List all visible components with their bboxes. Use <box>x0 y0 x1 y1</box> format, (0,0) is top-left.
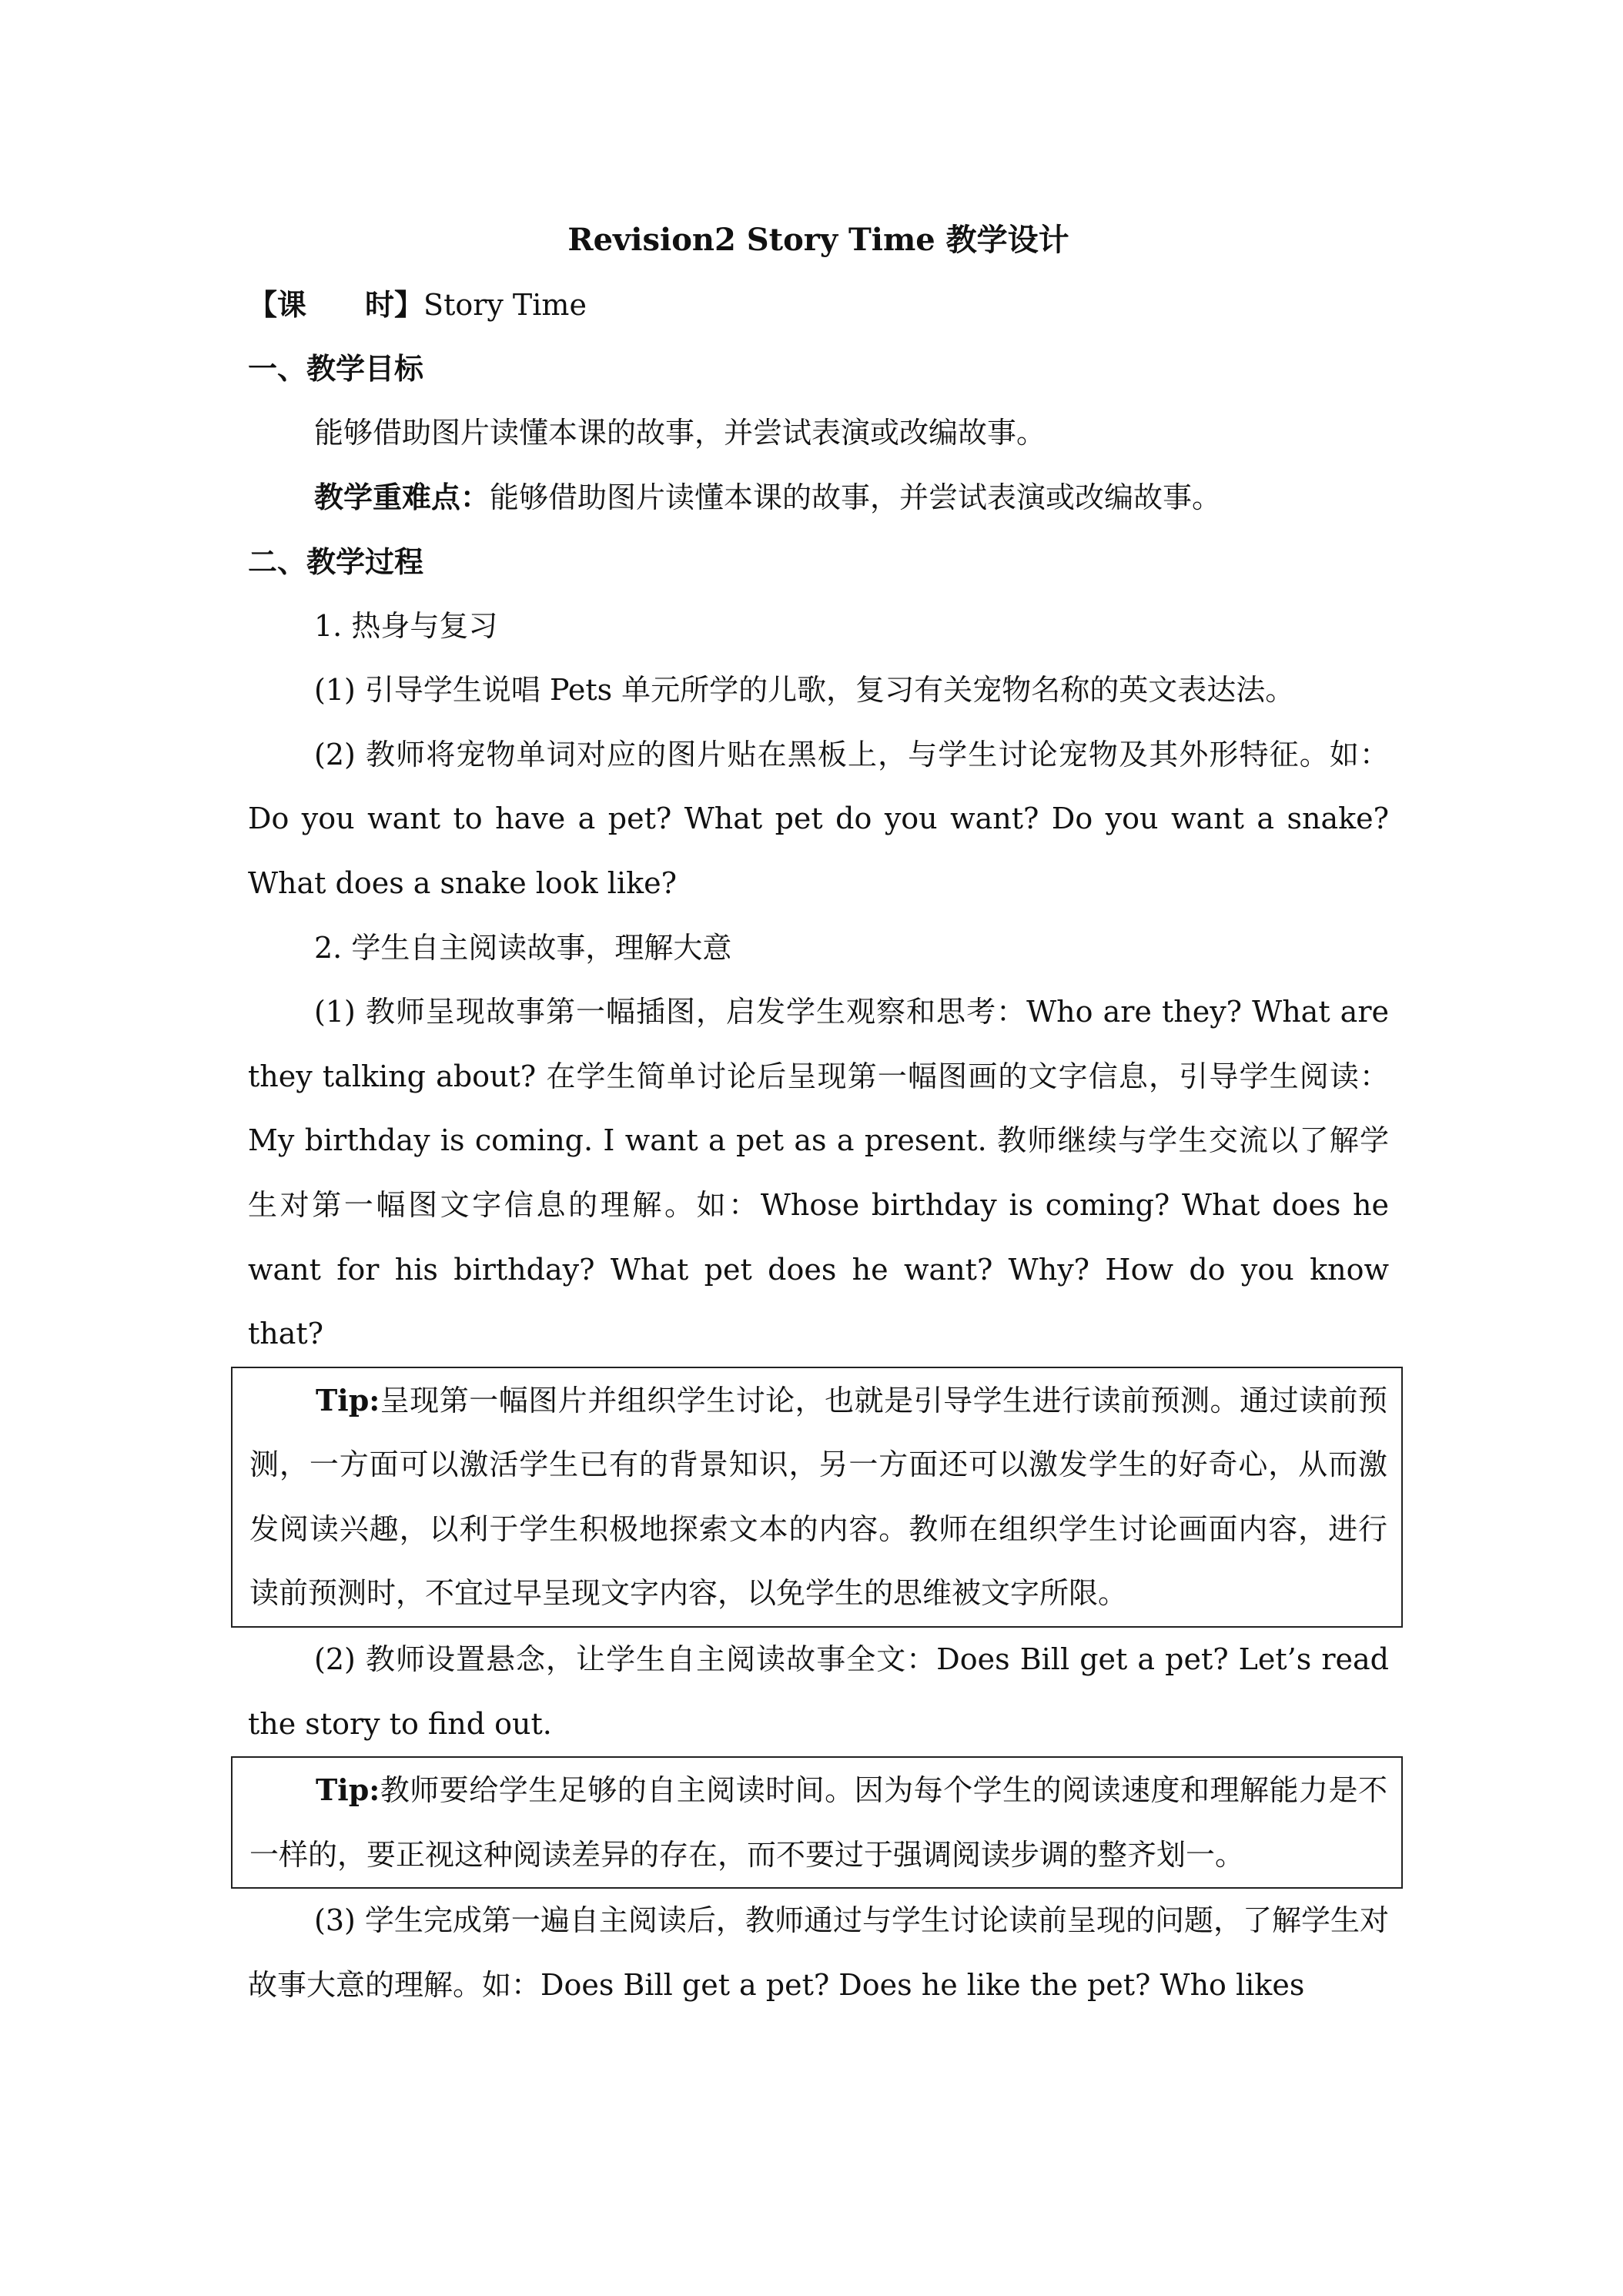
section2-heading: 二、教学过程 <box>248 544 424 579</box>
document-body <box>248 208 1389 2018</box>
tip-text: 呈现第一幅图片并组织学生讨论，也就是引导学生进行读前预测。通过读前预测，一方面可以激活学生已有的背景知识，另一方面还可以激发学生的好奇心，从而激发阅读兴趣，以利于学生积极地探索文本的内容。教师在组织学生讨论画面内容，进行读前预测时，不宜过早呈现文字内容，以免学生的思维被文字所限。 <box>249 1383 1387 1611</box>
section1-goal: 能够借助图片读懂本课的故事，并尝试表演或改编故事。 <box>314 415 1046 450</box>
tip-box-2 <box>231 1756 1403 1889</box>
step2-item2: (2) 教师设置悬念，让学生自主阅读故事全文：Does Bill get a pet? Let’s read the story to find out. <box>248 1642 1389 1741</box>
section1-heading: 一、教学目标 <box>248 351 424 387</box>
key-point-label: 教学重难点： <box>314 480 490 515</box>
document-title: Revision2 Story Time 教学设计 <box>567 222 1069 258</box>
course-label-open: 【课 <box>248 286 307 322</box>
course-value: Story Time <box>423 287 587 322</box>
step1-item2: (2) 教师将宠物单词对应的图片贴在黑板上，与学生讨论宠物及其外形特征。如：Do you want to have a pet? What pet do you want? Do you want a snake? What does a snake look like? <box>248 737 1389 900</box>
course-line <box>248 273 1389 337</box>
key-point-text: 能够借助图片读懂本课的故事，并尝试表演或改编故事。 <box>490 480 1222 515</box>
tip-label: Tip: <box>316 1772 380 1808</box>
tip-box-1 <box>231 1367 1403 1628</box>
step2-item3: (3) 学生完成第一遍自主阅读后，教师通过与学生讨论读前呈现的问题，了解学生对故事大意的理解。如：Does Bill get a pet? Does he like the pet? Who likes <box>248 1903 1389 2003</box>
tip-paragraph-1 <box>249 1368 1387 1626</box>
step2-item1: (1) 教师呈现故事第一幅插图，启发学生观察和思考：Who are they? What are they talking about? 在学生简单讨论后呈现第一幅图画的文字信息，引导学生阅读：My birthday is coming. I want a pet as a present. 教师继续与学生交流以了解学生对第一幅图文字信息的理解。如：Whose birthday is coming? What does he want for his birthday? What pet does he want? Why? How do you know that? <box>248 995 1389 1351</box>
step1-title: 1. 热身与复习 <box>314 608 498 643</box>
tip-paragraph-2 <box>249 1758 1387 1887</box>
step2-title: 2. 学生自主阅读故事，理解大意 <box>314 930 732 965</box>
step1-item1: (1) 引导学生说唱 Pets 单元所学的儿歌，复习有关宠物名称的英文表达法。 <box>314 673 1295 708</box>
tip-label: Tip: <box>316 1382 380 1417</box>
tip-text: 教师要给学生足够的自主阅读时间。因为每个学生的阅读速度和理解能力是不一样的，要正视这种阅读差异的存在，而不要过于强调阅读步调的整齐划一。 <box>249 1773 1387 1872</box>
section1-key-line <box>248 465 1389 530</box>
course-label-close: 时】 <box>365 286 424 322</box>
